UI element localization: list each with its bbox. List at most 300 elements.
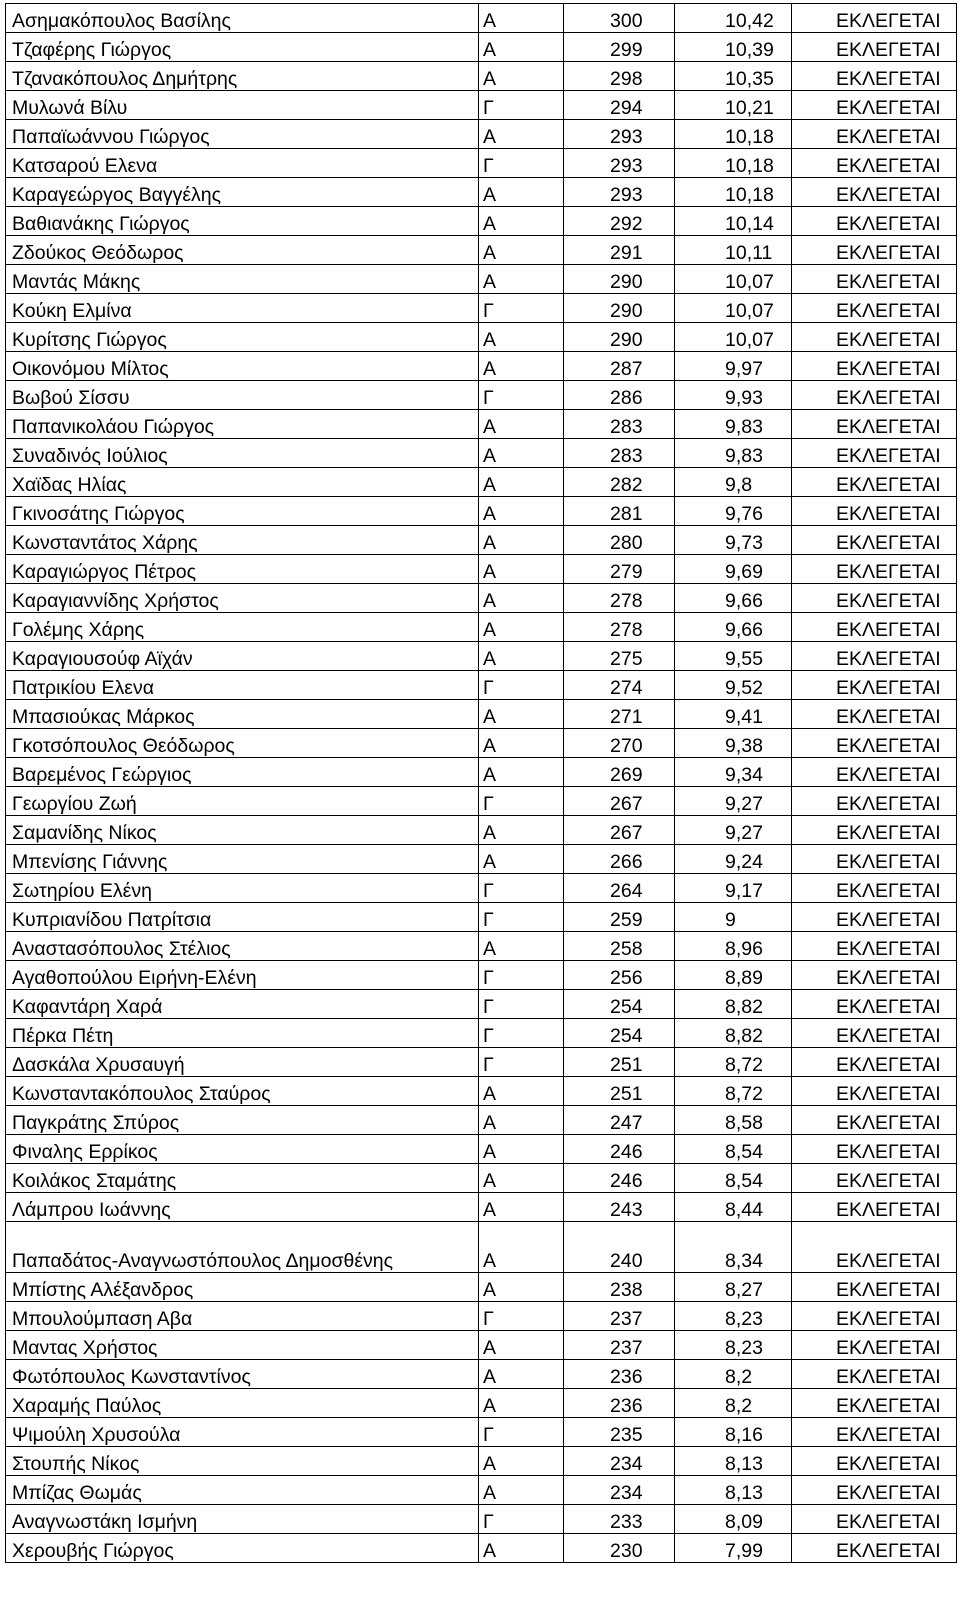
candidate-name: Ασημακόπουλος Βασίλης (6, 4, 479, 33)
table-row (6, 468, 957, 497)
candidate-name: Μπίζας Θωμάς (6, 1476, 479, 1505)
vote-count: 299 (564, 33, 675, 62)
status-label: ΕΚΛΕΓΕΤΑΙ (792, 1135, 957, 1164)
group-letter: Α (479, 33, 564, 62)
vote-percentage: 8,27 (675, 1273, 792, 1302)
vote-count: 237 (564, 1302, 675, 1331)
table-row (6, 207, 957, 236)
vote-percentage: 10,07 (675, 265, 792, 294)
vote-count: 298 (564, 62, 675, 91)
status-label: ΕΚΛΕΓΕΤΑΙ (792, 236, 957, 265)
vote-percentage: 8,72 (675, 1048, 792, 1077)
status-label: ΕΚΛΕΓΕΤΑΙ (792, 1476, 957, 1505)
table-row (6, 33, 957, 62)
group-letter: Α (479, 120, 564, 149)
status-label: ΕΚΛΕΓΕΤΑΙ (792, 4, 957, 33)
status-label: ΕΚΛΕΓΕΤΑΙ (792, 1505, 957, 1534)
table-row (6, 1048, 957, 1077)
vote-percentage: 9,97 (675, 352, 792, 381)
candidate-name: Παπαδάτος-Αναγνωστόπουλος Δημοσθένης (6, 1222, 479, 1273)
candidate-name: Μυλωνά Βίλυ (6, 91, 479, 120)
group-letter: Α (479, 410, 564, 439)
vote-count: 291 (564, 236, 675, 265)
table-row (6, 120, 957, 149)
vote-percentage: 9,66 (675, 584, 792, 613)
candidate-name: Μπίστης Αλέξανδρος (6, 1273, 479, 1302)
vote-count: 278 (564, 584, 675, 613)
table-row (6, 1360, 957, 1389)
vote-count: 230 (564, 1534, 675, 1563)
status-label: ΕΚΛΕΓΕΤΑΙ (792, 932, 957, 961)
group-letter: Γ (479, 1302, 564, 1331)
vote-percentage: 9,52 (675, 671, 792, 700)
vote-count: 290 (564, 265, 675, 294)
vote-count: 278 (564, 613, 675, 642)
status-label: ΕΚΛΕΓΕΤΑΙ (792, 1077, 957, 1106)
vote-percentage: 8,2 (675, 1389, 792, 1418)
vote-percentage: 9,17 (675, 874, 792, 903)
group-letter: Γ (479, 149, 564, 178)
vote-count: 264 (564, 874, 675, 903)
candidate-name: Οικονόμου Μίλτος (6, 352, 479, 381)
status-label: ΕΚΛΕΓΕΤΑΙ (792, 990, 957, 1019)
candidate-name: Σωτηρίου Ελένη (6, 874, 479, 903)
status-label: ΕΚΛΕΓΕΤΑΙ (792, 62, 957, 91)
table-row (6, 352, 957, 381)
candidate-name: Κυπριανίδου Πατρίτσια (6, 903, 479, 932)
vote-count: 287 (564, 352, 675, 381)
candidate-name: Καραγιουσούφ Αϊχάν (6, 642, 479, 671)
vote-percentage: 9,83 (675, 410, 792, 439)
candidate-name: Ψιμούλη Χρυσούλα (6, 1418, 479, 1447)
candidate-name: Κυρίτσης Γιώργος (6, 323, 479, 352)
group-letter: Α (479, 1273, 564, 1302)
group-letter: Γ (479, 1019, 564, 1048)
group-letter: Α (479, 758, 564, 787)
table-row (6, 178, 957, 207)
status-label: ΕΚΛΕΓΕΤΑΙ (792, 1048, 957, 1077)
status-label: ΕΚΛΕΓΕΤΑΙ (792, 961, 957, 990)
vote-percentage: 8,13 (675, 1476, 792, 1505)
candidate-name: Φωτόπουλος Κωνσταντίνος (6, 1360, 479, 1389)
group-letter: Α (479, 1360, 564, 1389)
status-label: ΕΚΛΕΓΕΤΑΙ (792, 874, 957, 903)
table-row (6, 265, 957, 294)
vote-percentage: 10,18 (675, 149, 792, 178)
group-letter: Α (479, 613, 564, 642)
candidate-name: Τζαφέρης Γιώργος (6, 33, 479, 62)
status-label: ΕΚΛΕΓΕΤΑΙ (792, 787, 957, 816)
vote-count: 259 (564, 903, 675, 932)
group-letter: Γ (479, 961, 564, 990)
candidate-name: Μπουλούμπαση Αβα (6, 1302, 479, 1331)
candidate-name: Καραγιαννίδης Χρήστος (6, 584, 479, 613)
vote-count: 254 (564, 990, 675, 1019)
table-row (6, 236, 957, 265)
group-letter: Γ (479, 1048, 564, 1077)
vote-percentage: 9,27 (675, 787, 792, 816)
candidate-name: Πέρκα Πέτη (6, 1019, 479, 1048)
table-row (6, 91, 957, 120)
table-row (6, 323, 957, 352)
group-letter: Α (479, 1222, 564, 1273)
group-letter: Α (479, 1447, 564, 1476)
status-label: ΕΚΛΕΓΕΤΑΙ (792, 1447, 957, 1476)
candidate-name: Παγκράτης Σπύρος (6, 1106, 479, 1135)
vote-percentage: 9,66 (675, 613, 792, 642)
status-label: ΕΚΛΕΓΕΤΑΙ (792, 468, 957, 497)
group-letter: Γ (479, 294, 564, 323)
vote-count: 283 (564, 410, 675, 439)
vote-percentage: 10,07 (675, 323, 792, 352)
vote-count: 290 (564, 323, 675, 352)
status-label: ΕΚΛΕΓΕΤΑΙ (792, 1389, 957, 1418)
status-label: ΕΚΛΕΓΕΤΑΙ (792, 352, 957, 381)
status-label: ΕΚΛΕΓΕΤΑΙ (792, 729, 957, 758)
vote-count: 240 (564, 1222, 675, 1273)
table-row (6, 1135, 957, 1164)
group-letter: Α (479, 236, 564, 265)
group-letter: Α (479, 729, 564, 758)
vote-count: 294 (564, 91, 675, 120)
candidate-name: Μαντάς Μάκης (6, 265, 479, 294)
vote-percentage: 8,72 (675, 1077, 792, 1106)
table-row (6, 816, 957, 845)
vote-count: 290 (564, 294, 675, 323)
vote-percentage: 8,89 (675, 961, 792, 990)
vote-percentage: 9,27 (675, 816, 792, 845)
group-letter: Γ (479, 91, 564, 120)
status-label: ΕΚΛΕΓΕΤΑΙ (792, 613, 957, 642)
group-letter: Α (479, 207, 564, 236)
candidate-name: Καραγεώργος Βαγγέλης (6, 178, 479, 207)
candidate-name: Μπενίσης Γιάννης (6, 845, 479, 874)
vote-count: 238 (564, 1273, 675, 1302)
vote-percentage: 8,54 (675, 1164, 792, 1193)
status-label: ΕΚΛΕΓΕΤΑΙ (792, 758, 957, 787)
vote-count: 233 (564, 1505, 675, 1534)
vote-count: 283 (564, 439, 675, 468)
candidate-name: Αγαθοπούλου Ειρήνη-Ελένη (6, 961, 479, 990)
table-row (6, 613, 957, 642)
vote-percentage: 10,39 (675, 33, 792, 62)
group-letter: Γ (479, 1505, 564, 1534)
candidate-name: Μαντας Χρήστος (6, 1331, 479, 1360)
table-row (6, 845, 957, 874)
vote-percentage: 8,54 (675, 1135, 792, 1164)
candidate-name: Χαϊδας Ηλίας (6, 468, 479, 497)
vote-count: 243 (564, 1193, 675, 1222)
vote-count: 271 (564, 700, 675, 729)
table-row (6, 1418, 957, 1447)
vote-count: 251 (564, 1077, 675, 1106)
table-row (6, 439, 957, 468)
table-row (6, 1193, 957, 1222)
status-label: ΕΚΛΕΓΕΤΑΙ (792, 1019, 957, 1048)
candidate-name: Φιναλης Ερρίκος (6, 1135, 479, 1164)
status-label: ΕΚΛΕΓΕΤΑΙ (792, 294, 957, 323)
vote-percentage: 9,34 (675, 758, 792, 787)
vote-percentage: 10,42 (675, 4, 792, 33)
vote-percentage: 9,83 (675, 439, 792, 468)
vote-count: 236 (564, 1389, 675, 1418)
status-label: ΕΚΛΕΓΕΤΑΙ (792, 410, 957, 439)
candidate-name: Δασκάλα Χρυσαυγή (6, 1048, 479, 1077)
status-label: ΕΚΛΕΓΕΤΑΙ (792, 1331, 957, 1360)
vote-count: 266 (564, 845, 675, 874)
results-table (5, 3, 957, 1563)
vote-count: 251 (564, 1048, 675, 1077)
vote-count: 280 (564, 526, 675, 555)
group-letter: Α (479, 1534, 564, 1563)
vote-percentage: 8,23 (675, 1302, 792, 1331)
vote-count: 281 (564, 497, 675, 526)
status-label: ΕΚΛΕΓΕΤΑΙ (792, 120, 957, 149)
table-row (6, 874, 957, 903)
status-label: ΕΚΛΕΓΕΤΑΙ (792, 1164, 957, 1193)
vote-percentage: 10,11 (675, 236, 792, 265)
candidate-name: Βαθιανάκης Γιώργος (6, 207, 479, 236)
vote-count: 236 (564, 1360, 675, 1389)
vote-count: 300 (564, 4, 675, 33)
vote-percentage: 9,73 (675, 526, 792, 555)
group-letter: Α (479, 1077, 564, 1106)
group-letter: Γ (479, 903, 564, 932)
candidate-name: Βαρεμένος Γεώργιος (6, 758, 479, 787)
table-row (6, 1273, 957, 1302)
vote-percentage: 8,16 (675, 1418, 792, 1447)
table-row (6, 294, 957, 323)
vote-count: 256 (564, 961, 675, 990)
vote-count: 274 (564, 671, 675, 700)
group-letter: Α (479, 4, 564, 33)
table-row (6, 1106, 957, 1135)
candidate-name: Γκινοσάτης Γιώργος (6, 497, 479, 526)
group-letter: Α (479, 1331, 564, 1360)
status-label: ΕΚΛΕΓΕΤΑΙ (792, 526, 957, 555)
table-row (6, 497, 957, 526)
status-label: ΕΚΛΕΓΕΤΑΙ (792, 1302, 957, 1331)
group-letter: Α (479, 642, 564, 671)
group-letter: Α (479, 323, 564, 352)
table-row (6, 932, 957, 961)
vote-count: 246 (564, 1164, 675, 1193)
vote-percentage: 9,41 (675, 700, 792, 729)
vote-percentage: 8,23 (675, 1331, 792, 1360)
status-label: ΕΚΛΕΓΕΤΑΙ (792, 845, 957, 874)
table-row (6, 526, 957, 555)
candidate-name: Καφαντάρη Χαρά (6, 990, 479, 1019)
status-label: ΕΚΛΕΓΕΤΑΙ (792, 497, 957, 526)
table-row (6, 729, 957, 758)
vote-percentage: 10,35 (675, 62, 792, 91)
status-label: ΕΚΛΕΓΕΤΑΙ (792, 816, 957, 845)
candidate-name: Κωνσταντάτος Χάρης (6, 526, 479, 555)
table-row (6, 1505, 957, 1534)
vote-percentage: 8,58 (675, 1106, 792, 1135)
vote-percentage: 9,38 (675, 729, 792, 758)
vote-count: 279 (564, 555, 675, 584)
table-row (6, 1019, 957, 1048)
vote-count: 258 (564, 932, 675, 961)
vote-count: 234 (564, 1447, 675, 1476)
candidate-name: Σαμανίδης Νίκος (6, 816, 479, 845)
vote-count: 267 (564, 787, 675, 816)
table-row (6, 990, 957, 1019)
candidate-name: Κωνσταντακόπουλος Σταύρος (6, 1077, 479, 1106)
vote-count: 293 (564, 120, 675, 149)
group-letter: Α (479, 1476, 564, 1505)
candidate-name: Κούκη Ελμίνα (6, 294, 479, 323)
group-letter: Α (479, 932, 564, 961)
status-label: ΕΚΛΕΓΕΤΑΙ (792, 642, 957, 671)
vote-count: 282 (564, 468, 675, 497)
status-label: ΕΚΛΕΓΕΤΑΙ (792, 1534, 957, 1563)
candidate-name: Καραγιώργος Πέτρος (6, 555, 479, 584)
group-letter: Γ (479, 990, 564, 1019)
status-label: ΕΚΛΕΓΕΤΑΙ (792, 207, 957, 236)
table-row (6, 1222, 957, 1273)
candidate-name: Χερουβής Γιώργος (6, 1534, 479, 1563)
group-letter: Α (479, 1389, 564, 1418)
vote-count: 267 (564, 816, 675, 845)
vote-count: 234 (564, 1476, 675, 1505)
vote-count: 293 (564, 178, 675, 207)
group-letter: Α (479, 352, 564, 381)
group-letter: Γ (479, 874, 564, 903)
table-row (6, 1077, 957, 1106)
group-letter: Γ (479, 671, 564, 700)
table-row (6, 555, 957, 584)
table-row (6, 149, 957, 178)
status-label: ΕΚΛΕΓΕΤΑΙ (792, 149, 957, 178)
status-label: ΕΚΛΕΓΕΤΑΙ (792, 439, 957, 468)
candidate-name: Κοιλάκος Σταμάτης (6, 1164, 479, 1193)
candidate-name: Γεωργίου Ζωή (6, 787, 479, 816)
status-label: ΕΚΛΕΓΕΤΑΙ (792, 1193, 957, 1222)
status-label: ΕΚΛΕΓΕΤΑΙ (792, 555, 957, 584)
vote-count: 292 (564, 207, 675, 236)
vote-count: 235 (564, 1418, 675, 1447)
table-row (6, 381, 957, 410)
vote-percentage: 8,82 (675, 990, 792, 1019)
candidate-name: Γκοτσόπουλος Θεόδωρος (6, 729, 479, 758)
candidate-name: Αναστασόπουλος Στέλιος (6, 932, 479, 961)
table-row (6, 1302, 957, 1331)
candidate-name: Συναδινός Ιούλιος (6, 439, 479, 468)
vote-count: 293 (564, 149, 675, 178)
table-row (6, 1447, 957, 1476)
vote-percentage: 9,93 (675, 381, 792, 410)
vote-count: 254 (564, 1019, 675, 1048)
table-row (6, 700, 957, 729)
vote-percentage: 10,18 (675, 120, 792, 149)
group-letter: Α (479, 439, 564, 468)
group-letter: Α (479, 1106, 564, 1135)
vote-percentage: 8,2 (675, 1360, 792, 1389)
group-letter: Α (479, 700, 564, 729)
vote-percentage: 8,13 (675, 1447, 792, 1476)
group-letter: Α (479, 1193, 564, 1222)
table-row (6, 671, 957, 700)
group-letter: Α (479, 265, 564, 294)
vote-percentage: 8,34 (675, 1222, 792, 1273)
status-label: ΕΚΛΕΓΕΤΑΙ (792, 381, 957, 410)
status-label: ΕΚΛΕΓΕΤΑΙ (792, 33, 957, 62)
table-row (6, 1534, 957, 1563)
table-row (6, 584, 957, 613)
table-row (6, 1164, 957, 1193)
vote-percentage: 10,21 (675, 91, 792, 120)
group-letter: Α (479, 526, 564, 555)
candidate-name: Πατρικίου Ελενα (6, 671, 479, 700)
table-row (6, 1476, 957, 1505)
status-label: ΕΚΛΕΓΕΤΑΙ (792, 178, 957, 207)
status-label: ΕΚΛΕΓΕΤΑΙ (792, 1360, 957, 1389)
candidate-name: Κατσαρού Ελενα (6, 149, 479, 178)
vote-percentage: 8,44 (675, 1193, 792, 1222)
candidate-name: Ζδούκος Θεόδωρος (6, 236, 479, 265)
vote-percentage: 8,96 (675, 932, 792, 961)
group-letter: Α (479, 584, 564, 613)
candidate-name: Αναγνωστάκη Ισμήνη (6, 1505, 479, 1534)
group-letter: Α (479, 468, 564, 497)
table-row (6, 1331, 957, 1360)
group-letter: Α (479, 845, 564, 874)
table-row (6, 642, 957, 671)
candidate-name: Γολέμης Χάρης (6, 613, 479, 642)
status-label: ΕΚΛΕΓΕΤΑΙ (792, 1222, 957, 1273)
group-letter: Γ (479, 381, 564, 410)
vote-percentage: 9,76 (675, 497, 792, 526)
vote-count: 237 (564, 1331, 675, 1360)
candidate-name: Μπασιούκας Μάρκος (6, 700, 479, 729)
group-letter: Α (479, 1164, 564, 1193)
candidate-name: Βωβού Σίσσυ (6, 381, 479, 410)
vote-percentage: 10,18 (675, 178, 792, 207)
status-label: ΕΚΛΕΓΕΤΑΙ (792, 323, 957, 352)
candidate-name: Παπαϊωάννου Γιώργος (6, 120, 479, 149)
vote-count: 246 (564, 1135, 675, 1164)
vote-count: 270 (564, 729, 675, 758)
candidate-name: Λάμπρου Ιωάννης (6, 1193, 479, 1222)
status-label: ΕΚΛΕΓΕΤΑΙ (792, 265, 957, 294)
group-letter: Α (479, 816, 564, 845)
table-row (6, 4, 957, 33)
group-letter: Α (479, 1135, 564, 1164)
vote-percentage: 8,82 (675, 1019, 792, 1048)
results-body (6, 4, 957, 1563)
vote-percentage: 9,8 (675, 468, 792, 497)
group-letter: Γ (479, 1418, 564, 1447)
status-label: ΕΚΛΕΓΕΤΑΙ (792, 671, 957, 700)
status-label: ΕΚΛΕΓΕΤΑΙ (792, 91, 957, 120)
vote-percentage: 10,14 (675, 207, 792, 236)
vote-percentage: 9 (675, 903, 792, 932)
candidate-name: Χαραμής Παύλος (6, 1389, 479, 1418)
vote-count: 247 (564, 1106, 675, 1135)
vote-count: 275 (564, 642, 675, 671)
vote-percentage: 9,55 (675, 642, 792, 671)
table-row (6, 410, 957, 439)
group-letter: Α (479, 62, 564, 91)
table-row (6, 787, 957, 816)
vote-percentage: 9,69 (675, 555, 792, 584)
status-label: ΕΚΛΕΓΕΤΑΙ (792, 903, 957, 932)
status-label: ΕΚΛΕΓΕΤΑΙ (792, 584, 957, 613)
table-row (6, 961, 957, 990)
status-label: ΕΚΛΕΓΕΤΑΙ (792, 700, 957, 729)
